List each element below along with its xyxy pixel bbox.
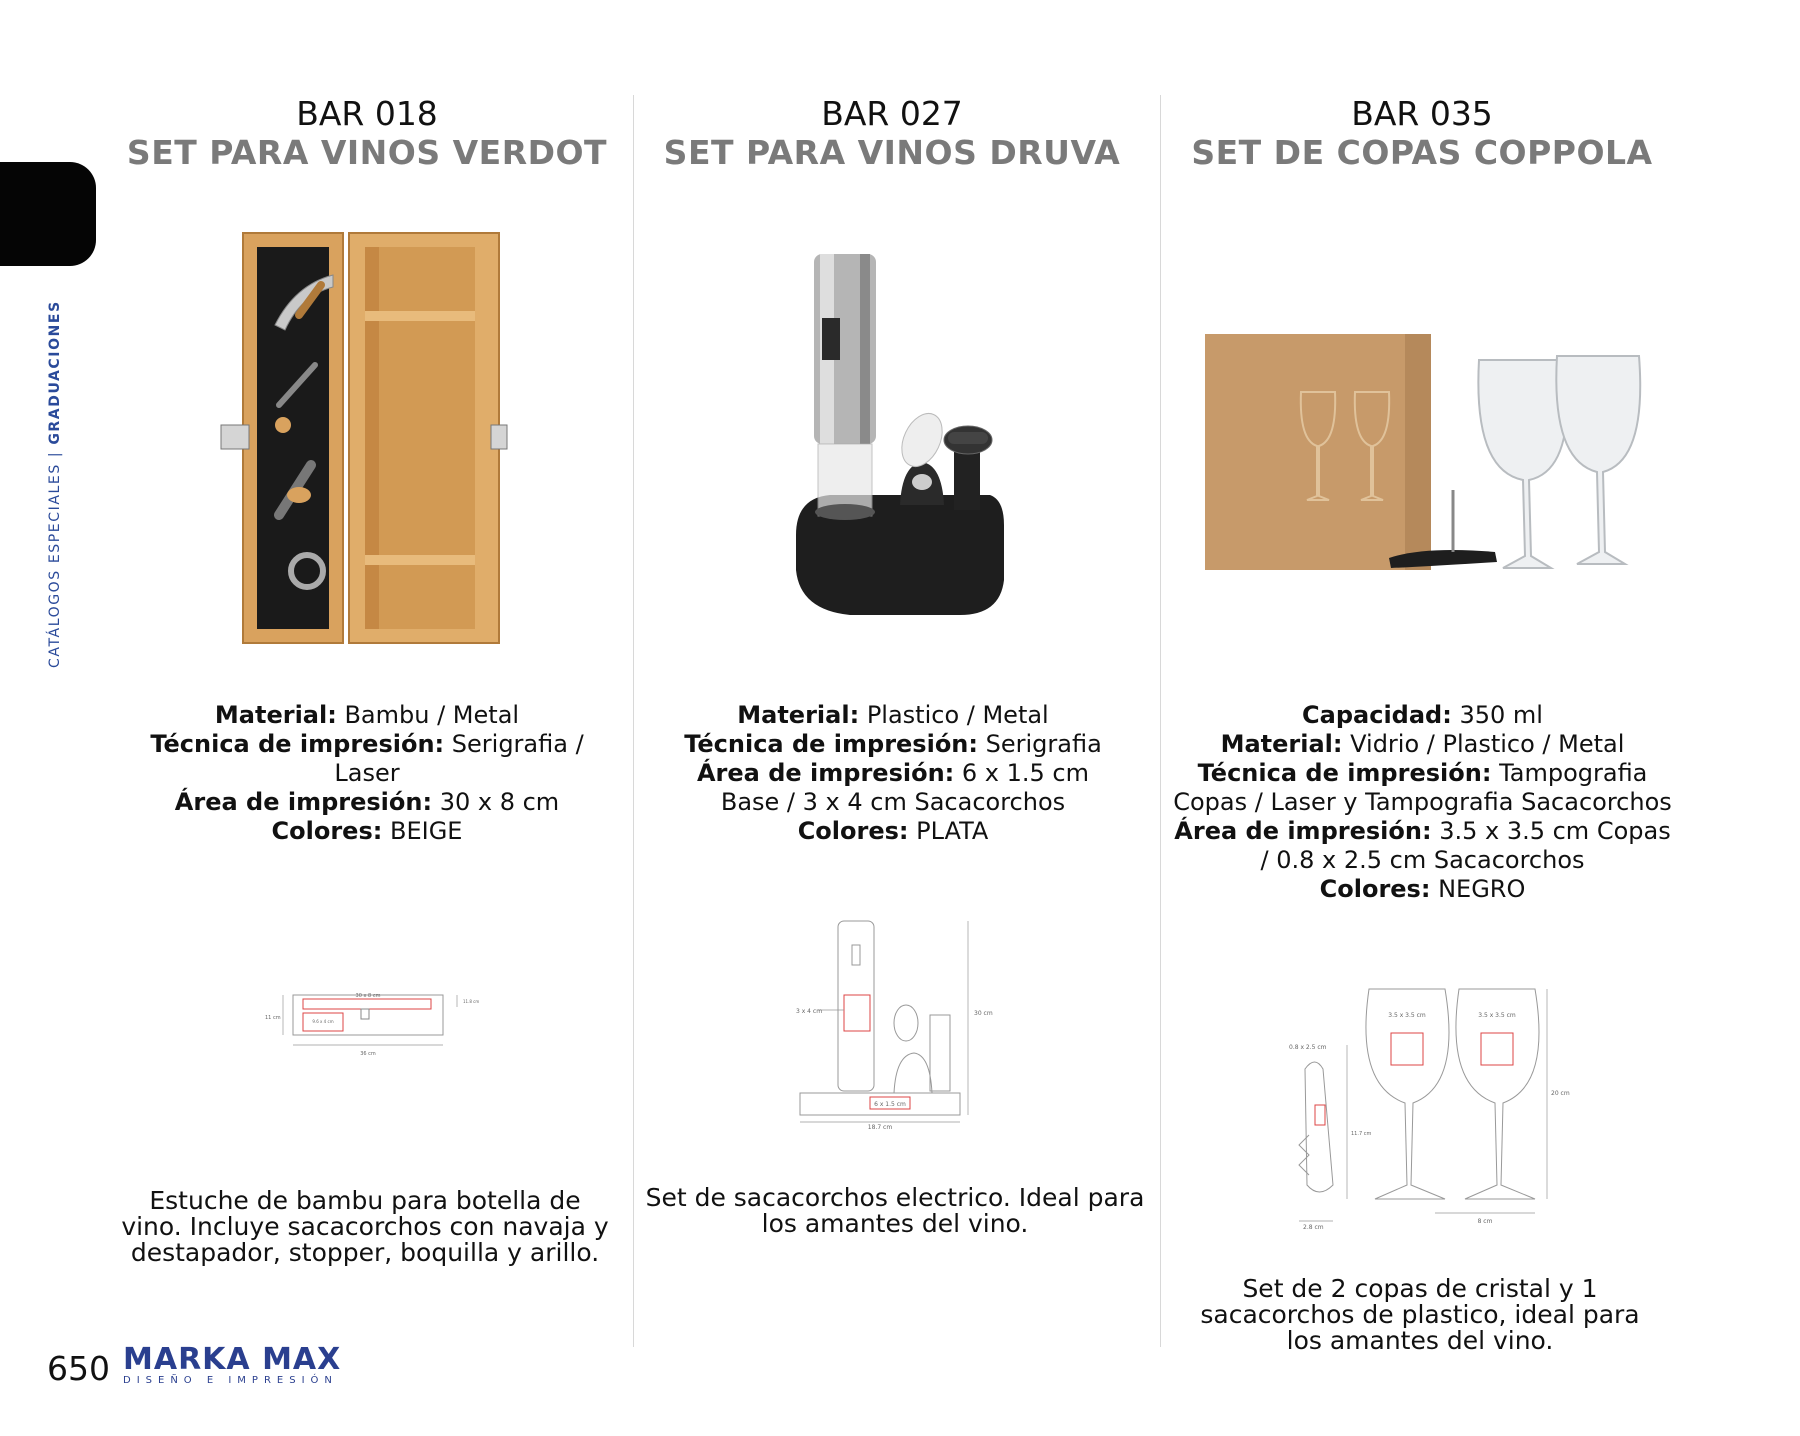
product-specs-bar035: [1170, 701, 1675, 904]
brand-tagline: DISEÑO E IMPRESIÓN: [123, 1375, 338, 1386]
product-header-bar018: [107, 94, 627, 210]
product-code: BAR 035: [1351, 94, 1493, 133]
section-tab: [0, 162, 96, 266]
diagram-label: 0.8 x 2.5 cm: [1289, 1044, 1327, 1051]
product-code: BAR 018: [296, 94, 438, 133]
product-header-bar035: [1162, 94, 1682, 210]
side-category-text: GRADUACIONES: [47, 300, 63, 445]
diagram-label: 8 cm: [1477, 1218, 1493, 1225]
diagram-label: 9.6 x 4 cm: [312, 1019, 334, 1024]
diagram-label: 3 x 4 cm: [796, 1008, 823, 1015]
wine-glass: [1556, 356, 1640, 564]
product-specs-bar018: [122, 701, 612, 846]
side-category-label: [47, 300, 63, 668]
diagram-label: 36 cm: [360, 1051, 376, 1057]
side-section-text: CATÁLOGOS ESPECIALES: [47, 463, 63, 668]
print-area-diagram-bar035: [1285, 985, 1570, 1230]
product-photo-electric-corkscrew: [790, 250, 1010, 620]
spec-technique: Técnica de impresión: Serigrafia: [684, 730, 1102, 758]
spec-material: Material: Bambu / Metal: [214, 701, 520, 729]
aerator: [894, 407, 950, 473]
diagram-label: 2.8 cm: [1303, 1224, 1324, 1231]
diagram-label: 11.8 cm: [463, 999, 480, 1004]
product-name: SET PARA VINOS DRUVA: [663, 133, 1121, 172]
spec-colors: Colores: NEGRO: [1319, 875, 1526, 903]
product-name: SET PARA VINOS VERDOT: [126, 133, 608, 172]
diagram-label: 11 cm: [265, 1015, 281, 1021]
diagram-label: 6 x 1.5 cm: [874, 1101, 906, 1108]
product-header-bar027: [632, 94, 1152, 210]
side-separator: |: [47, 450, 63, 458]
spec-capacity: Capacidad: 350 ml: [1302, 701, 1543, 729]
product-description-bar035: Set de 2 copas de cristal y 1 sacacorchos de plastico, ideal para los amantes del vino.: [1200, 1274, 1640, 1355]
spec-area: Área de impresión: 30 x 8 cm: [174, 788, 560, 816]
clasp-right: [491, 425, 507, 449]
column-divider: [1160, 95, 1161, 1347]
clasp-left: [221, 425, 249, 449]
page-number: 650: [47, 1349, 110, 1388]
product-description-bar027: Set de sacacorchos electrico. Ideal para los amantes del vino.: [645, 1183, 1145, 1238]
product-photo-wine-box: [215, 225, 515, 645]
product-code: BAR 027: [821, 94, 963, 133]
spec-technique: Técnica de impresión: Tampografia Copas / Laser y Tampografia Sacacorchos: [1173, 759, 1672, 816]
diagram-label: 3.5 x 3.5 cm: [1388, 1012, 1426, 1019]
spec-material: Material: Vidrio / Plastico / Metal: [1220, 730, 1625, 758]
product-specs-bar027: [632, 701, 1154, 846]
diagram-label: 30 cm: [974, 1010, 993, 1017]
spec-technique: Técnica de impresión: Serigrafia / Laser: [150, 730, 584, 787]
corkscrew-button: [822, 318, 840, 360]
diagram-label: 11.7 cm: [1351, 1131, 1372, 1137]
wine-glass: [1478, 360, 1567, 568]
product-description-bar018: Estuche de bambu para botella de vino. Incluye sacacorchos con navaja y destapador, stopper, boquilla y arillo.: [121, 1186, 609, 1267]
spec-colors: Colores: PLATA: [797, 817, 989, 845]
diagram-label: 18.7 cm: [867, 1124, 893, 1131]
brand-name: MARKA MAX: [123, 1342, 342, 1377]
spec-area: Área de impresión: 6 x 1.5 cm: [696, 759, 1089, 787]
diagram-label: 3.5 x 3.5 cm: [1478, 1012, 1516, 1019]
product-name: SET DE COPAS COPPOLA: [1191, 133, 1653, 172]
print-area-diagram-bar027: [790, 915, 993, 1131]
spec-area: Área de impresión: 3.5 x 3.5 cm Copas / 0.8 x 2.5 cm Sacacorchos: [1174, 817, 1671, 874]
product-photo-glasses-set: [1205, 330, 1645, 590]
diagram-label: 30 x 8 cm: [355, 993, 381, 999]
spec-area-extra: Base / 3 x 4 cm Sacacorchos: [720, 788, 1066, 816]
brand-logo: [123, 1344, 341, 1386]
spec-colors: Colores: BEIGE: [271, 817, 463, 845]
print-area-diagram-bar018: [255, 985, 490, 1070]
spec-material: Material: Plastico / Metal: [737, 701, 1049, 729]
diagram-label: 20 cm: [1551, 1090, 1570, 1097]
